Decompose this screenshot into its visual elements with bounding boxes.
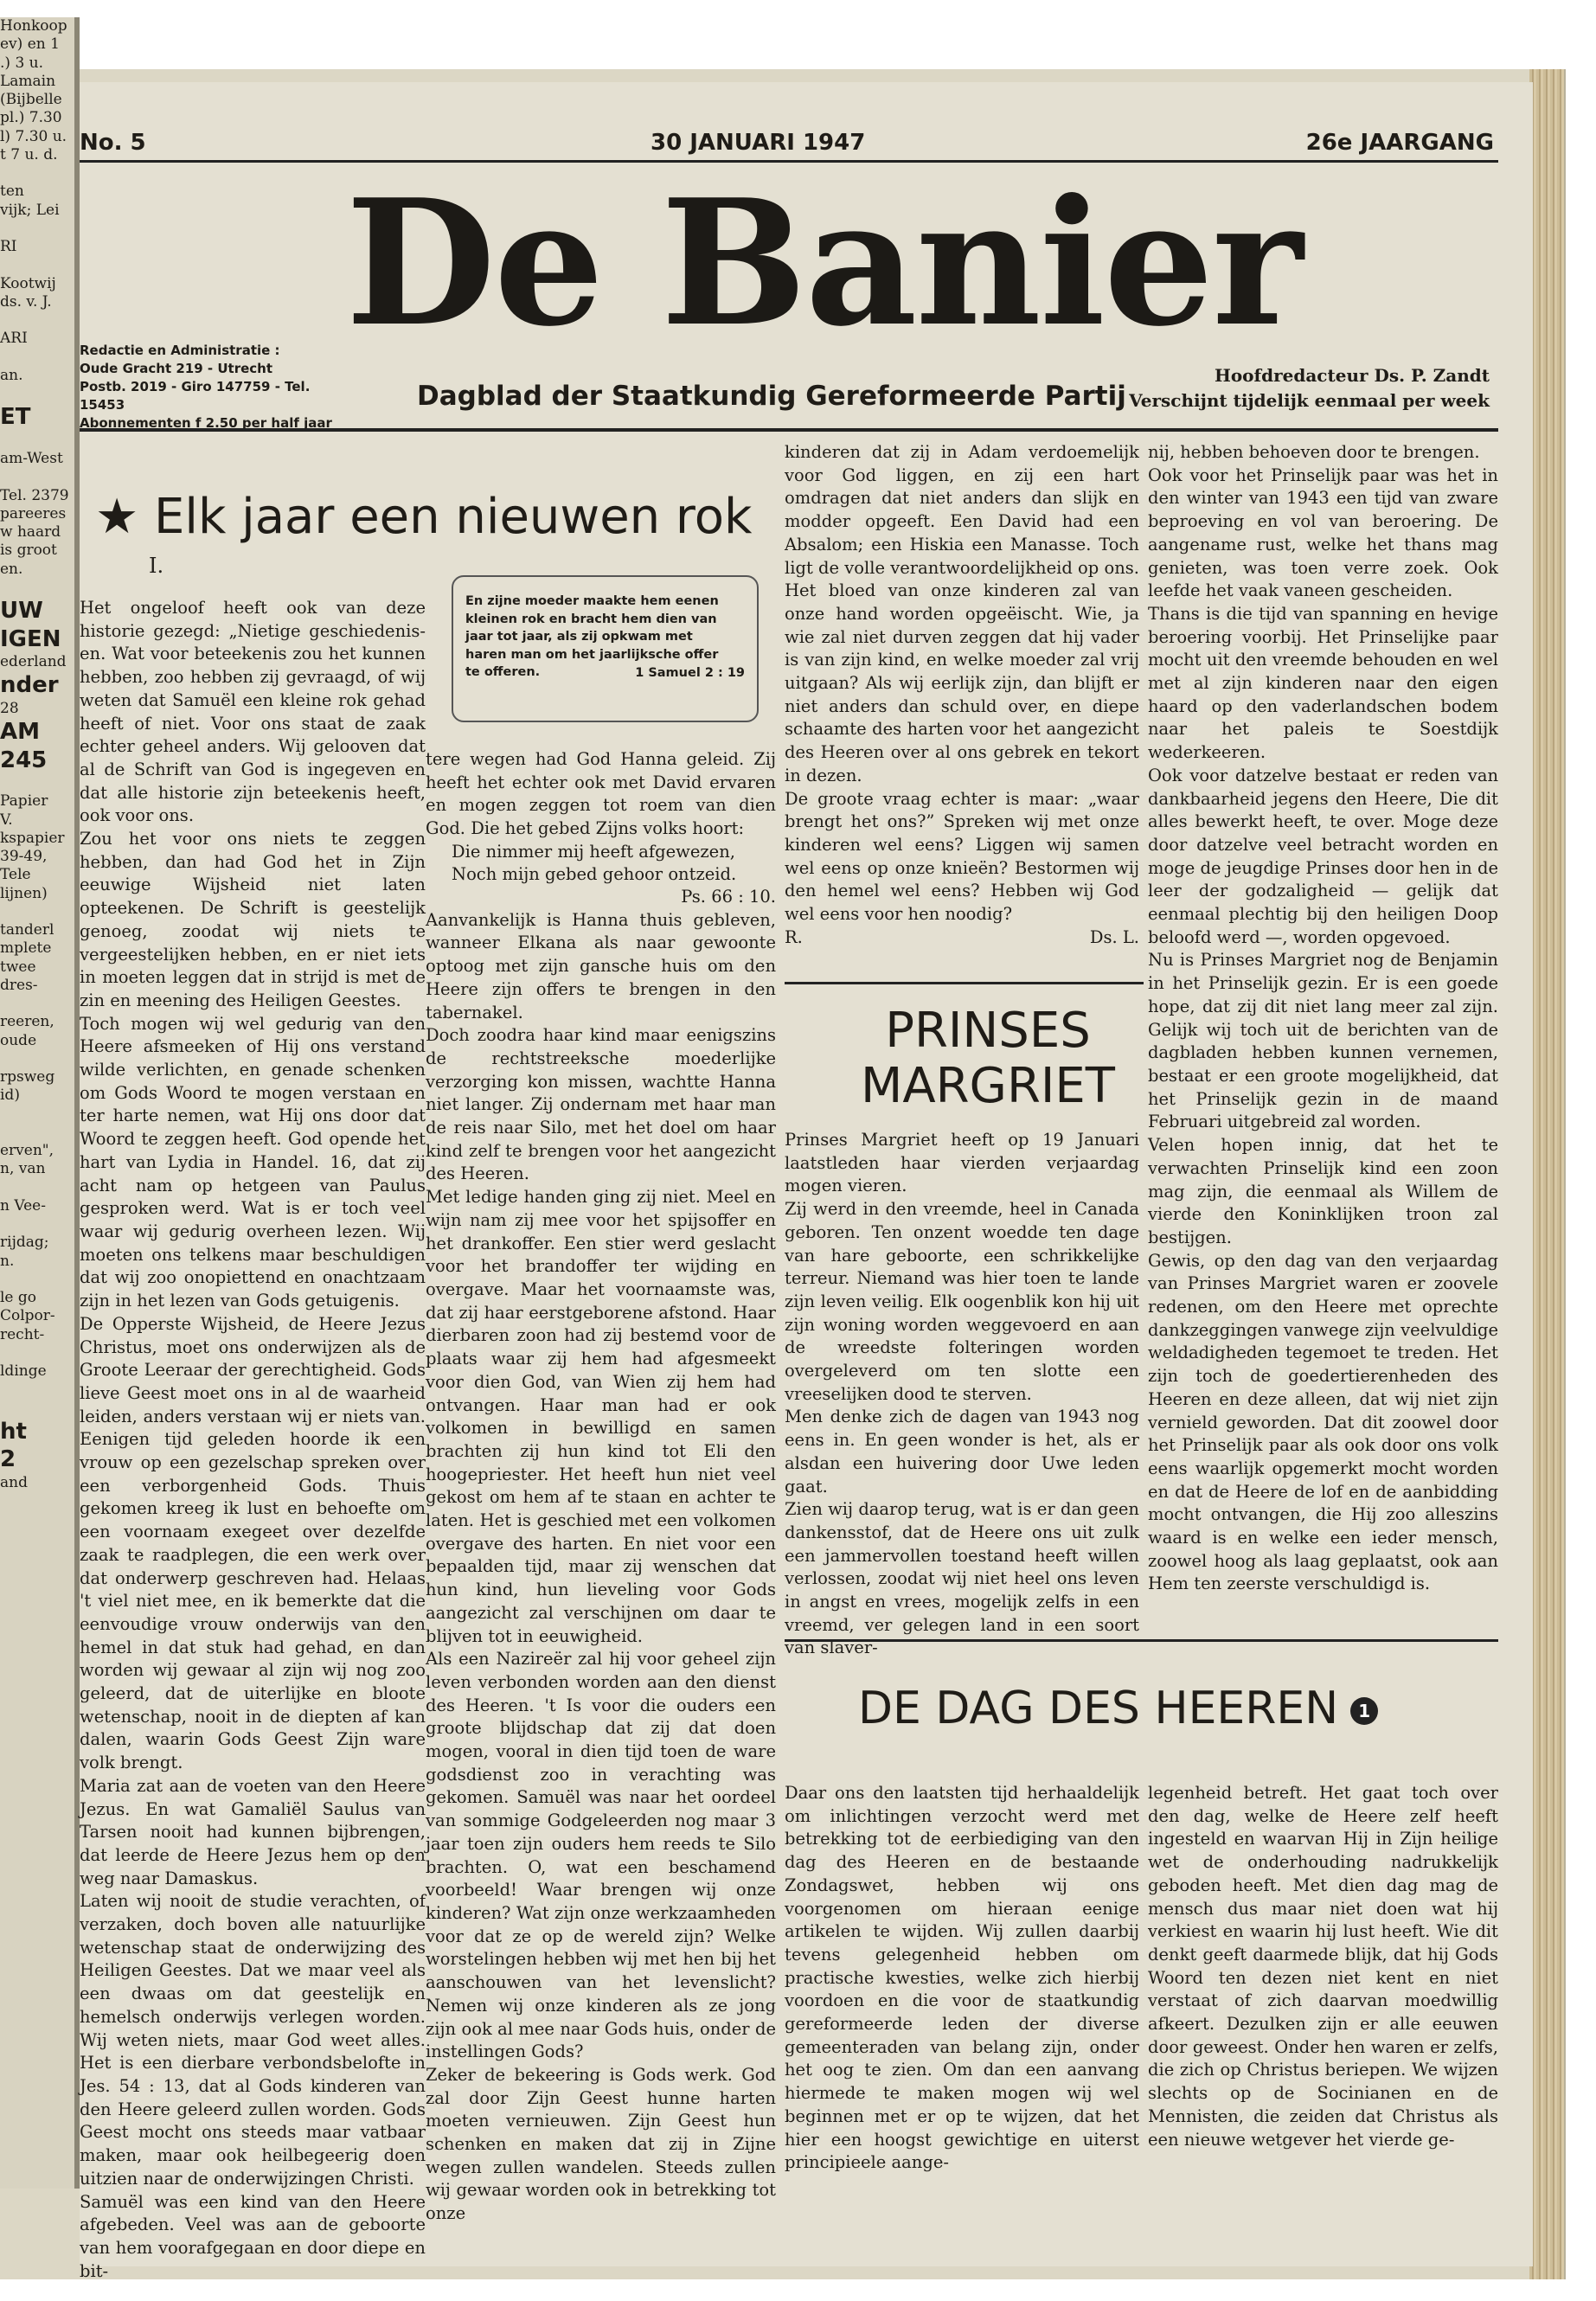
paragraph: kinderen dat zij in Adam verdoemelijk voor God liggen, en zij een hart omdragen dat niet anders dan slijk en modder opgeeft. Een David had een Absalom; een Hiskia een Manasse. Toch ligt de volle verantwoordelijkheid op ons. Het bloed van onze kinderen zal van onze hand worden opgeëischt. Wie, ja wie zal niet durven zeggen dat hij vader is van zijn kind, en welke moeder zal vrij uitgaan? Als wij eerlijk zijn, dan blijft er niet anders dan schuld over, en diepe schaamte des harten voor het aangezicht des Heeren over al ons gebrek en tekort in dezen.	[785, 442, 1139, 785]
strip-line: le go	[0, 1289, 37, 1306]
editor-block	[1129, 363, 1490, 413]
paragraph: Laten wij nooit de studie verachten, of verzaken, doch boven alle natuurlijke wetenschap staat de onderwijzing des Heiligen Geestes. Dat we maar veel als een dwaas om dat geestelijk en hemelsch onderwijs verlegen worden. Wij weten niets, maar God weet alles. Het is een dierbare verbondsbelofte in Jes. 54 : 13, dat al Gods kinderen van den Heere geleerd zullen worden. Gods Geest mocht ons steeds maar vatbaar maken, maar ook heilbegeerig doen uitzien naar de onderwijzingen Christi.	[80, 1891, 426, 2189]
strip-line: 245	[0, 747, 48, 773]
signature-right: Ds. L.	[1089, 926, 1139, 947]
paragraph: Men denke zich de dagen van 1943 nog eens in. En geen wonder is het, als er alsdan een huivering door Uwe leden gaat.	[785, 1407, 1139, 1497]
article-elk-title: ★ Elk jaar een nieuwen rok	[95, 489, 753, 545]
strip-line	[0, 1271, 74, 1289]
paragraph: De Opperste Wijsheid, de Heere Jezus Christus, moet ons onderwijzen als de Groote Leeraar der gerechtigheid. Gods lieve Geest moet ons in al de waarheid leiden, anders verstaan wij er niets van. Eenigen tijd geleden hoorde ik een vrouw op een gezelschap spreken over een verborgenheid Gods. Thuis gekomen kreeg ik lust en behoefte om een voornaam exegeet over dezelfde zaak te raadplegen, die een werk over dat onderwerp geschreven had. Helaas 't viel niet mee, en ik bemerkte dat die eenvoudige vrouw onderwijs van den hemel in dat stuk had gehad, en dan worden wij gewaar al zijn wij nog zoo geleerd, dat de uiterlijke en bloote wetenschap, nooit in de diepten af kan dalen, waarin Gods Geest Zijn ware volk brengt.	[80, 1313, 426, 1773]
epigraph-line: te offeren.	[465, 665, 541, 680]
strip-line: Lamain	[0, 72, 56, 90]
strip-line: oude	[0, 1031, 37, 1049]
page-edges	[1529, 69, 1564, 2279]
strip-line	[0, 1106, 74, 1124]
strip-line	[0, 349, 74, 367]
strip-line: mplete	[0, 939, 52, 958]
paragraph: Doch zoodra haar kind maar eenigszins de rechtstreeksche moederlijke verzorging kon missen, wachtte Hanna niet langer. Zij ondernam met haar man de reis naar Silo, met het doel om haar kind zelf te brengen voor het aangezicht des Heeren.	[426, 1025, 776, 1184]
strip-line: ten	[0, 183, 24, 201]
strip-line: t 7 u. d.	[0, 145, 58, 163]
article-elk-part: I.	[149, 554, 164, 578]
strip-line: en.	[0, 560, 23, 578]
redactie-block	[80, 342, 356, 433]
strip-line	[0, 1215, 74, 1234]
strip-line: ldinge	[0, 1362, 47, 1380]
signature	[785, 926, 1139, 950]
paragraph: Toch mogen wij wel gedurig van den Heere afsmeeken of Hij ons verstand wilde verlichten, en genade schenken om Gods Woord te mogen verstaan en ter harte nemen, wat Hij ons door dat Woord te zeggen heeft. God opende het hart van Lydia in Handel. 16, dat zij acht nam op hetgeen van Paulus gesproken werd. Wat is er toch veel waar wij gedurig overheen lezen. Wij moeten ons telkens maar beschuldigen dat wij zoo onopiettend en onachtzaam zijn in het lezen van Gods getuigenis.	[80, 1013, 426, 1311]
strip-line	[0, 256, 74, 274]
strip-line: Colpor-	[0, 1307, 55, 1325]
strip-line: ET	[0, 404, 31, 431]
epigraph-line: jaar tot jaar, als zij opkwam met	[465, 630, 693, 644]
strip-line: pareeres	[0, 504, 67, 522]
strip-line	[0, 1344, 74, 1362]
issue-date: 30 JANUARI 1947	[651, 130, 866, 156]
paragraph: Samuël was een kind van den Heere afgebeden. Veel was aan de geboorte van hem voorafgegaan en door diepe en bit-	[80, 2191, 426, 2281]
strip-line: reeren,	[0, 1013, 54, 1031]
newspaper-page	[80, 82, 1533, 2281]
strip-line: pl.) 7.30	[0, 109, 62, 127]
strip-line: dres-	[0, 976, 38, 994]
strip-line: am-West	[0, 450, 63, 467]
strip-line: and	[0, 1473, 28, 1491]
epigraph-line: En zijne moeder maakte hem eenen	[465, 594, 719, 608]
paragraph: Thans is die tijd van spanning en hevige beroering voorbij. Het Prinselijke paar mocht uit den vreemde behouden en wel met al zijn kinderen naar den eigen haard op den vaderlandschen bodem naar het paleis te Soestdijk wederkeeren.	[1148, 603, 1498, 763]
article-prinses-column-2	[1148, 441, 1498, 1609]
strip-line: ev) en 1	[0, 35, 60, 54]
paragraph: Zij werd in den vreemde, heel in Canada geboren. Ten onzent woedde ten dage van hare geboorte, een schrikkelijke terreur. Niemand was hier toen te lande zijn leven veilig. Elk oogenblik kon hij uit zijn woning worden weggevoerd en aan de wreedste folteringen worden overgeleverd om ten slotte een vreeselijken dood te sterven.	[785, 1199, 1139, 1404]
verse-ref: Ps. 66 : 10.	[681, 887, 776, 907]
paragraph: tere wegen had God Hanna geleid. Zij heeft het echter ook met David ervaren en mogen zeggen tot roem van dien God. Die het gebed Zijns volks hoort:	[426, 749, 776, 839]
article-dag-column-2	[1148, 1782, 1498, 2249]
paragraph: Maria zat aan de voeten van den Heere Jezus. En wat Gamaliël Saulus van Tarsen nooit had kunnen bijbrengen, dat leerde de Heere Jezus hem op den weg naar Damaskus.	[80, 1775, 426, 1888]
strip-line: n, van	[0, 1160, 46, 1178]
paragraph: Zou het voor ons niets te zeggen hebben, dan had God het in Zijn eeuwige Wijsheid niet laten opteekenen. De Schrift is geestelijk genoeg, zoodat wij niets te vergeestelijken hebben, en er niet iets in moeten leggen dat in strijd is met de zin en meening des Heiligen Geestes.	[80, 829, 426, 1010]
strip-line	[0, 774, 74, 792]
paragraph: Aanvankelijk is Hanna thuis gebleven, wanneer Elkana als naar gewoonte optoog met zijn gansche huis om den Heere zijn offers te brengen in den tabernakel.	[426, 909, 776, 1022]
strip-line	[0, 385, 74, 403]
strip-line: 28	[0, 699, 19, 717]
strip-line: IGEN	[0, 625, 61, 652]
previous-page-strip	[0, 17, 80, 2189]
masthead-title: De Banier	[345, 162, 1302, 365]
strip-line: Papier	[0, 792, 48, 811]
paragraph: Het ongeloof heeft ook van deze historie gezegd: „Nietige geschiedenis-en. Wat voor beteekenis zou het kunnen hebben, zoo hebben zij gevraagd, of wij weten dat Samuël een kleine rok gehad heeft of niet. Voor ons staat de zaak echter geheel anders. Wij gelooven dat al de Schrift van God is ingegeven en dat alle historie zijn beteekenis heeft, ook voor ons.	[80, 598, 426, 826]
strip-line: nder	[0, 672, 59, 699]
strip-line: ARI	[0, 330, 28, 348]
title-line: MARGRIET	[861, 1058, 1115, 1115]
frequency-line: Verschijnt tijdelijk eenmaal per week	[1129, 390, 1490, 411]
strip-line: ht	[0, 1418, 27, 1445]
strip-line: lijnen)	[0, 884, 48, 902]
article-prinses-column-1	[785, 1129, 1139, 1658]
strip-line: ederland	[0, 653, 67, 670]
title-line: PRINSES	[885, 1003, 1091, 1059]
article-dag-column-1	[785, 1782, 1139, 2249]
psalm-verse	[426, 841, 776, 909]
paragraph: Zeker de bekeering is Gods werk. God zal door Zijn Geest hunne harten moeten vernieuwen. Zijn Geest hun schenken en maken dat zij in Zijne wegen zullen wandelen. Steeds zullen wij gewaar worden ook in betrekking tot onze	[426, 2064, 776, 2224]
strip-line	[0, 1179, 74, 1197]
strip-line: n.	[0, 1252, 15, 1270]
redactie-line: Abonnementen f 2.50 per half jaar	[80, 415, 332, 431]
epigraph-ref: 1 Samuel 2 : 19	[635, 665, 745, 680]
paragraph: Met ledige handen ging zij niet. Meel en wijn nam zij mee voor het spijsoffer en het drankoffer. Een stier werd geslacht voor het brandoffer ter wijding en overgave. Maar het voornaamste was, dat zij haar eerstgeborene afstond. Haar dierbaren zoon had zij bestemd voor de plaats waar zij hem had afgesmeekt voor dien God, van Wien zij hem had ontvangen. Haar man had er ook volkomen in bewilligd en samen brachten zij hun kind tot Eli den hoogepriester. Het heeft hun niet veel gekost om hem af te staan en achter te laten. Het is geschied met een volkomen overgave des harten. En niet voor een bepaalden tijd, maar zij wenschen dat hun kind, hun lieveling voor Gods aangezicht zal verschijnen om daar te blijven tot in eeuwigheid.	[426, 1187, 776, 1646]
strip-line	[0, 903, 74, 921]
paragraph: Daar ons den laatsten tijd herhaaldelijk om inlichtingen verzocht werd met betrekking tot de eerbiediging van den dag des Heeren en de bestaande Zondagswet, hebben wij ons voorgenomen om hieraan eenige artikelen te wijden. Wij zullen daarbij tevens gelegenheid hebben om practische kwesties, welke zich hierbij voordoen en die voor de staatkundig gereformeerde leden der diverse gemeenteraden van belang zijn, onder het oog te zien. Om dan een aanvang hiermede te maken mogen wij wel beginnen met er op te wijzen, dat het hier een hoogst gewichtige en uiterst principieele aange-	[785, 1783, 1139, 2173]
epigraph-box	[452, 575, 759, 722]
verse-line: Noch mijn gebed gehoor ontzeid.	[452, 864, 737, 885]
strip-line	[0, 220, 74, 238]
paragraph: De groote vraag echter is maar: „waar brengt het ons?” Spreken wij met onze kinderen wel eens? Liggen wij samen wel eens op onze knieën? Bestormen wij den hemel wel eens? Hebben wij God wel eens voor hen noodig?	[785, 788, 1139, 925]
strip-line: erven",	[0, 1142, 54, 1159]
article-elk-column-2	[426, 748, 776, 2249]
strip-line: vijk; Lei	[0, 201, 60, 219]
strip-line: w haard	[0, 523, 61, 541]
strip-line: RI	[0, 238, 17, 255]
paragraph: legenheid betreft. Het gaat toch over den dag, welke de Heere zelf heeft ingesteld en waarvan Hij in Zijn heilige wet de onderhouding nadrukkelijk geboden heeft. Met dien dag mag de mensch dus maar niet doen wat hij verkiest en waarin hij lust heeft. Wie dit denkt geeft daarmede blijk, dat hij Gods Woord ten dezen niet kent en niet verstaat of zich daarvan moedwillig afkeert. Dezulken zijn er alle eeuwen door geweest. Onder hen waren er zelfs, die zich op Christus beriepen. We wijzen slechts op de Socinianen en de Mennisten, die zeiden dat Christus als een nieuwe wetgever het vierde ge-	[1148, 1783, 1498, 2150]
strip-line: Honkoop	[0, 17, 67, 35]
strip-line: .) 3 u.	[0, 54, 44, 72]
paragraph: nij, hebben behoeven door te brengen.	[1148, 442, 1480, 462]
paragraph: Als een Nazireër zal hij voor geheel zijn leven verbonden worden aan den dienst des Heeren. 't Is voor die ouders een groote blijdschap dat zij dat doen mogen, vooral in dien tijd toen de ware godsdienst zoo in verachting was gekomen. Samuël was naar het oordeel van sommige Godgeleerden nog maar 3 jaar toen zijn ouders hem reeds te Silo brachten. O, wat een beschamend voorbeeld! Waar brengen wij onze kinderen? Wat zijn onze werkzaamheden voor dat ze op de wereld zijn? Welke worstelingen hebben wij met hen bij het aanschouwen van het levenslicht? Nemen wij onze kinderen als ze jong zijn ook al mee naar Gods huis, onder de instellingen Gods?	[426, 1649, 776, 2062]
paragraph: Zien wij daarop terug, wat is er dan geen dankensstof, dat de Heere ons uit zulk een jammervollen toestand heeft willen verlossen, zoodat wij niet heel ons leven in angst en vrees, mogelijk zelfs in een vreemd, ver gelegen land in een soort van slaver-	[785, 1499, 1139, 1658]
strip-line	[0, 1050, 74, 1068]
strip-line: l) 7.30 u.	[0, 127, 67, 145]
section-rule	[785, 1639, 1498, 1642]
redactie-line: Postb. 2019 - Giro 147759 - Tel. 15453	[80, 379, 311, 413]
paragraph: Nu is Prinses Margriet nog de Benjamin in het Prinselijk gezin. Er is een goede hope, dat zij dit niet lang meer zal zijn. Gelijk wij toch uit de berichten van de dagbladen hebben kunnen vernemen, bestaat er een groote mogelijkheid, dat het Prinselijk gezin in de maand Februari uitgebreid zal worden.	[1148, 950, 1498, 1132]
strip-line: recht-	[0, 1325, 45, 1343]
editor-line: Hoofdredacteur Ds. P. Zandt	[1214, 365, 1490, 386]
masthead-rule	[80, 428, 1498, 432]
article-dag-title	[858, 1682, 1378, 1734]
strip-line: ds. v. J.	[0, 292, 52, 311]
strip-line: an.	[0, 366, 23, 384]
strip-line	[0, 1124, 74, 1142]
strip-line: V.	[0, 811, 13, 829]
part-number-badge: 1	[1350, 1697, 1378, 1725]
signature-left: R.	[785, 926, 803, 947]
strip-line	[0, 311, 74, 330]
strip-line: AM	[0, 719, 40, 745]
section-rule	[785, 982, 1144, 984]
strip-line	[0, 1381, 74, 1399]
redactie-line: Oude Gracht 219 - Utrecht	[80, 361, 273, 376]
strip-line: tanderl	[0, 921, 54, 939]
strip-line: 2	[0, 1446, 16, 1473]
strip-line: (Bijbelle	[0, 91, 62, 108]
strip-line: twee	[0, 958, 36, 976]
paragraph: Prinses Margriet heeft op 19 Januari laatstleden haar vierden verjaardag mogen vieren.	[785, 1130, 1139, 1196]
verse-line: Die nimmer mij heeft afgewezen,	[452, 841, 735, 862]
strip-line: n Vee-	[0, 1196, 46, 1215]
strip-line: rijdag;	[0, 1234, 49, 1252]
top-info-line	[80, 130, 1533, 164]
strip-line	[0, 432, 74, 450]
strip-line	[0, 579, 74, 597]
strip-line: rpsweg	[0, 1068, 55, 1086]
paragraph: Velen hopen innig, dat het te verwachten Prinselijk kind een zoon mag zijn, die eenmaal als Willem de vierde den Koninklijken troon zal bestijgen.	[1148, 1135, 1498, 1247]
strip-line: Tel. 2379	[0, 486, 69, 504]
strip-line: Tele	[0, 866, 31, 884]
strip-line	[0, 468, 74, 486]
article-prinses-title	[832, 1003, 1144, 1115]
strip-line: is groot	[0, 542, 57, 560]
strip-line	[0, 1400, 74, 1418]
title-text: DE DAG DES HEEREN	[858, 1682, 1339, 1734]
paragraph: Ook voor het Prinselijk paar was het in den winter van 1943 een tijd van zware beproeving en vol van beroering. De aangename rust, welke het thans mag genieten, was toen verre zoek. Ook leefde het vaak vaneen gescheiden.	[1148, 465, 1498, 601]
strip-line: Kootwij	[0, 274, 56, 292]
epigraph-line: kleinen rok en bracht hem dien van	[465, 612, 717, 626]
strip-line	[0, 995, 74, 1013]
paragraph: Gewis, op den dag van den verjaardag van Prinses Margriet waren er zoovele redenen, om den Heere met oprechte dankzeggingen vanwege zijn veelvuldige weldadigheden tegemoet te treden. Het zijn toch de goedertierenheden des Heeren en deze alleen, dat wij niet zijn vernield geworden. Dat dit zoowel door het Prinselijk paar als ook door ons volk eens waarlijk opgemerkt mocht worden en dat de Heere de lof en de aanbidding mocht ontvangen, die Hij zoo alleszins waard is en welke een ieder mensch, zoowel hoog als laag geplaatst, ook aan Hem ten zeerste verschuldigd is.	[1148, 1250, 1498, 1594]
article-elk-column-3	[785, 441, 1139, 947]
volume: 26e JAARGANG	[1305, 130, 1494, 156]
epigraph-line: haren man om het jaarlijksche offer	[465, 647, 719, 662]
redactie-line: Redactie en Administratie :	[80, 343, 280, 358]
masthead-subtitle: Dagblad der Staatkundig Gereformeerde Partij	[417, 381, 1126, 412]
strip-line: UW	[0, 598, 43, 624]
article-elk-column-1	[80, 597, 426, 2281]
issue-number: No. 5	[80, 130, 146, 156]
strip-line	[0, 164, 74, 183]
strip-line: 39-49,	[0, 848, 48, 865]
paragraph: Ook voor datzelve bestaat er reden van dankbaarheid jegens den Heere, Die dit alles bewerkt heeft, te over. Moge deze door datzelve veel betracht worden en moge de jeugdige Prinses door hen in de leer der godzaligheid — gelijk dat eenmaal plechtig bij den heiligen Doop beloofd werd —, worden opgevoed.	[1148, 765, 1498, 947]
strip-line: id)	[0, 1086, 20, 1105]
strip-line: kspapier	[0, 829, 65, 847]
